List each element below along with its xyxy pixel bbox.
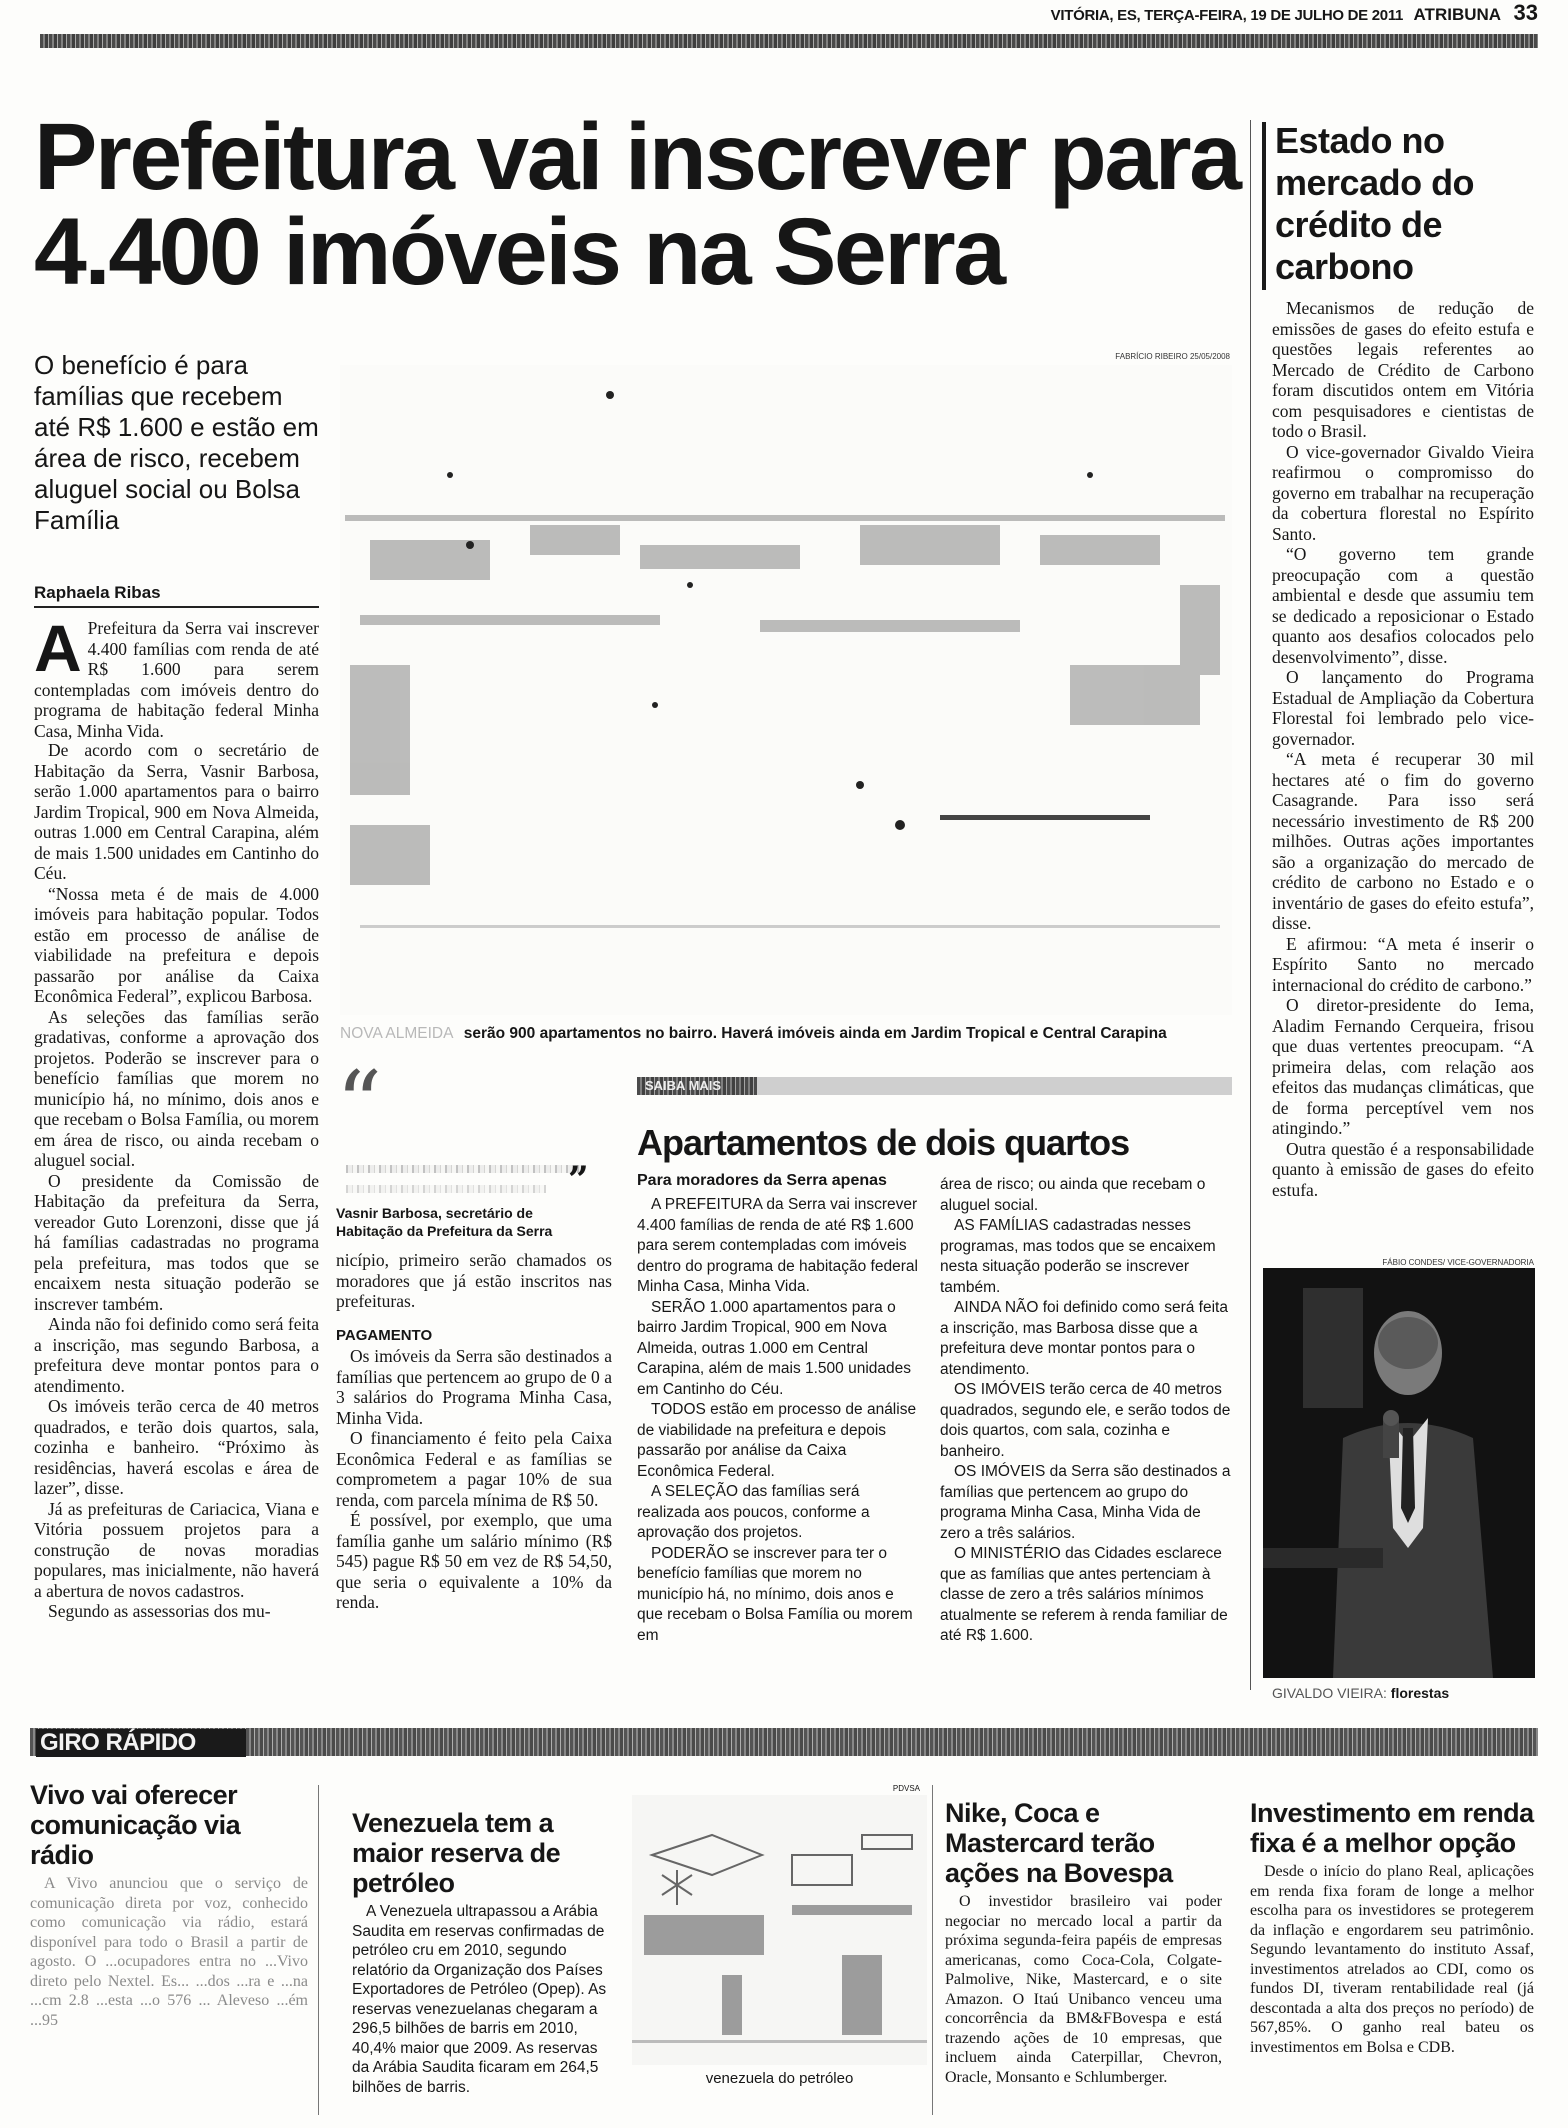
dateline: VITÓRIA, ES, TERÇA-FEIRA, 19 DE JULHO DE 2011 <box>1050 7 1404 24</box>
paragraph: É possível, por exemplo, que uma família ganhe um salário mínimo (R$ 545) pague R$ 50 em vez de R$ 54,50, que seria o equivalente a 10% da renda. <box>336 1510 612 1612</box>
photo-caption <box>340 1025 1240 1043</box>
page-number: 33 <box>1513 0 1538 25</box>
quote-open-icon: “ <box>336 1052 383 1157</box>
sidebar-column-1 <box>637 1195 919 1646</box>
giro-rapido-title: GIRO RÁPIDO <box>36 1729 246 1757</box>
quote-text-faded-2 <box>346 1185 546 1193</box>
paragraph: O financiamento é feito pela Caixa Econômica Federal e as famílias se comprometem a pagar 10% de sua renda, com parcela mínima de R$ 50. <box>336 1428 612 1510</box>
brief-text: O investidor brasileiro vai poder negociar no mercado local a partir da próxima segunda-feira papéis de empresas americanas, como Coca-Cola, Colgate-Palmolive, Nike, Mastercard, e o site Amazon. O Itaú Unibanco venceu uma concorrência da BM&FBovespa e está trazendo ações de 10 empresas, que incluem ainda Caterpillar, Chevron, Oracle, Monsanto e Schlumberger. <box>945 1893 1222 2086</box>
subhead: O benefício é para famílias que recebem até R$ 1.600 e estão em área de risco, recebem aluguel social ou Bolsa Família <box>34 350 319 535</box>
brief-title: Nike, Coca e Mastercard terão ações na Bovespa <box>945 1798 1173 1888</box>
subsection-title: PAGAMENTO <box>336 1326 433 1344</box>
paragraph: OS IMÓVEIS terão cerca de 40 metros quadrados, segundo ele, e serão todos de dois quartos, com sala, cozinha e banheiro. <box>940 1381 1231 1460</box>
caption-name: GIVALDO VIEIRA: <box>1272 1685 1387 1701</box>
right-headline: Estado no mercado do crédito de carbono <box>1275 120 1475 287</box>
givaldo-photo <box>1263 1268 1535 1678</box>
paragraph: TODOS estão em processo de análise de viabilidade na prefeitura e depois passarão por análise da Caixa Econômica Federal. <box>637 1401 917 1480</box>
brief-divider-1 <box>318 1785 319 2115</box>
paragraph: O lançamento do Programa Estadual de Ampliação da Cobertura Florestal foi lembrado pelo vice-governador. <box>1272 667 1534 749</box>
paragraph: Ainda não foi definido como será feita a inscrição, mas segundo Barbosa, a prefeitura deve montar pontos para o atendimento. <box>34 1314 319 1396</box>
header-rule <box>40 34 1538 48</box>
photo-credit: FABRÍCIO RIBEIRO 25/05/2008 <box>1115 352 1230 361</box>
right-column-rule <box>1262 122 1266 290</box>
oil-station-image <box>632 1795 927 2065</box>
paragraph: O MINISTÉRIO das Cidades esclarece que as famílias que antes pertenciam à classe de zero a três salários mínimos atualmente se referem à renda familiar de até R$ 1.600. <box>940 1545 1228 1644</box>
brand: ATRIBUNA <box>1413 5 1502 24</box>
paragraph: As seleções das famílias serão gradativas, conforme a aprovação dos projetos. Poderão se inscrever para o benefício famílias que morem no município há, no mínimo, dois anos e que recebam o Bolsa Família, ou morem em área de risco, ou ainda recebam o aluguel social. <box>34 1006 319 1170</box>
pdvsa-photo <box>632 1795 927 2065</box>
paragraph: Os imóveis da Serra são destinados a famílias que pertencem ao grupo de 0 a 3 salários do Programa Minha Casa, Minha Vida. <box>336 1346 612 1428</box>
pull-quote <box>336 1052 626 1240</box>
brief-title: Investimento em renda fixa é a melhor opção <box>1250 1798 1534 1858</box>
byline-rule <box>34 606 319 608</box>
brief-divider-2 <box>932 1785 933 2115</box>
quote-attribution: Vasnir Barbosa, secretário de Habitação da Prefeitura da Serra <box>336 1205 553 1239</box>
paragraph: nicípio, primeiro serão chamados os moradores que já estão inscritos nas prefeituras. <box>336 1250 612 1311</box>
right-column-text <box>1272 298 1534 1200</box>
right-photo-credit: FÁBIO CONDES/ VICE-GOVERNADORIA <box>1382 1258 1534 1267</box>
photo-caption-prefix: NOVA ALMEIDA <box>340 1025 454 1042</box>
brief-title: Vivo vai oferecer comunicação via rádio <box>30 1780 241 1870</box>
paragraph: Prefeitura da Serra vai inscrever 4.400 famílias com renda de até R$ 1.600 para serem contempladas com imóveis dentro do programa de habitação federal Minha Casa, Minha Vida. <box>34 618 319 741</box>
byline: Raphaela Ribas <box>34 583 161 602</box>
main-photo <box>340 365 1232 1015</box>
pdvsa-photo-tag: PDVSA <box>892 1784 920 1793</box>
sidebar-subtitle: Para moradores da Serra apenas <box>637 1172 887 1189</box>
quote-close-icon: ” <box>568 1159 589 1201</box>
brief-text: A Venezuela ultrapassou a Arábia Saudita em reservas confirmadas de petróleo cru em 2010, segundo relatório da Organização dos Países Exportadores de Petróleo (Opep). As reservas venezuelanas chegaram a 296,5 bilhões de barris em 2010, 40,4% maior que 2009. As reservas da Arábia Saudita ficaram em 264,5 bilhões de barris. <box>352 1903 607 2096</box>
paragraph: SERÃO 1.000 apartamentos para o bairro Jardim Tropical, 900 em Nova Almeida, outras 1.000 em Central Carapina, além de mais 1.500 unidades em Cantinho do Céu. <box>637 1298 912 1398</box>
paragraph: Mecanismos de redução de emissões de gases do efeito estufa e questões legais referentes ao Mercado de Crédito de Carbono foram discutidos ontem em Vitória com pesquisadores e cientistas de todo o Brasil. <box>1272 298 1534 441</box>
brief-text: A Vivo anunciou que o serviço de comunicação direta por voz, conhecido como comunicação via rádio, estará disponível para todo o Brasil a partir de agosto. O ...ocupadores entra no ...Vivo direto pelo Nextel. Es... ...dos ...ra e ...na ...cm 2.8 ...esta ...o 576 ... Aleveso ...ém ...95 <box>30 1875 308 2029</box>
paragraph: A SELEÇÃO das famílias será realizada aos poucos, conforme a aprovação dos projetos. <box>637 1483 870 1541</box>
paragraph: AS FAMÍLIAS cadastradas nesses programas, mas todos que se encaixem nesta situação poderão se inscrever também. <box>940 1217 1216 1296</box>
main-column-1 <box>34 611 319 741</box>
paragraph: A PREFEITURA da Serra vai inscrever 4.400 famílias de renda de até R$ 1.600 para serem contempladas com imóveis dentro do programa de habitação federal Minha Casa, Minha Vida. <box>637 1196 918 1295</box>
portrait-image <box>1263 1268 1535 1678</box>
news-brief-vivo <box>30 1780 308 2030</box>
headline-line-2: 4.400 imóveis na Serra <box>34 199 1004 305</box>
sidebar-box-tag-bar <box>637 1077 1232 1095</box>
dropcap: A <box>34 611 82 685</box>
news-brief-venezuela <box>352 1808 614 2097</box>
sidebar-tag: SAIBA MAIS <box>645 1078 722 1093</box>
paragraph: área de risco; ou ainda que recebam o aluguel social. <box>940 1176 1206 1214</box>
sidebar-title: Apartamentos de dois quartos <box>637 1122 1130 1163</box>
paragraph: E afirmou: “A meta é inserir o Espírito Santo no mercado internacional do crédito de carbono.” <box>1272 933 1534 995</box>
photo-caption-text: serão 900 apartamentos no bairro. Haverá imóveis ainda em Jardim Tropical e Central Carapina <box>463 1025 1167 1042</box>
paragraph: De acordo com o secretário de Habitação da Serra, Vasnir Barbosa, serão 1.000 apartamentos para o bairro Jardim Tropical, 900 em Nova Almeida, outras 1.000 em Central Carapina, além de mais 1.500 unidades em Cantinho do Céu. <box>34 740 319 883</box>
paragraph: Outra questão é a responsabilidade quanto à emissão de gases do efeito estufa. <box>1272 1138 1534 1200</box>
brief-title: Venezuela tem a maior reserva de petróleo <box>352 1808 561 1898</box>
headline-line-1: Prefeitura vai inscrever para <box>34 104 1240 210</box>
paragraph: “A meta é recuperar 30 mil hectares até o fim do governo Casagrande. Para isso será necessário investimento de R$ 200 milhões. Outras ações importantes são a organização do mercado de crédito de carbono no Estado e o inventário de gases do efeito estufa”, disse. <box>1272 749 1534 933</box>
main-headline <box>34 104 1244 305</box>
paragraph: Segundo as assessorias dos mu- <box>48 1601 271 1621</box>
giro-rapido-banner <box>30 1728 1538 1756</box>
paragraph: Os imóveis terão cerca de 40 metros quadrados, e terão dois quartos, sala, cozinha e banheiro. “Próximo às residências, haverá escolas e área de lazer”, disse. <box>34 1396 319 1498</box>
right-photo-caption <box>1272 1685 1534 1701</box>
paragraph: Já as prefeituras de Cariacica, Viana e Vitória possuem projetos para a construção de novas moradias populares, mas inicialmente, não haverá a abertura de novos cadastros. <box>34 1498 319 1601</box>
main-column-2 <box>336 1250 612 1613</box>
news-brief-renda-fixa <box>1250 1798 1534 2057</box>
news-brief-bovespa <box>945 1798 1222 2087</box>
quote-text-faded <box>346 1165 586 1173</box>
paragraph: O diretor-presidente do Iema, Aladim Fernando Cerqueira, frisou que duas vertentes preocupam. “A primeira delas, com relação aos efeitos das mudanças climáticas, que de forma perceptível vem nos atingindo.” <box>1272 995 1534 1138</box>
pdvsa-caption: venezuela do petróleo <box>705 2070 854 2087</box>
paragraph: O presidente da Comissão de Habitação da prefeitura da Serra, vereador Guto Lorenzoni, disse que já há famílias cadastradas no programa pela prefeitura, mas todos que se encaixem nesta situação poderão se inscrever também. <box>34 1170 319 1314</box>
paragraph: OS IMÓVEIS da Serra são destinados a famílias que pertencem ao grupo do programa Minha Casa, Minha Vida de zero a três salários. <box>940 1463 1231 1542</box>
main-column-1-cont <box>34 740 319 1622</box>
paragraph: PODERÃO se inscrever para ter o benefício famílias que morem no município há, no mínimo, dois anos e que recebam o Bolsa Família ou morem em <box>637 1544 913 1644</box>
paragraph: O vice-governador Givaldo Vieira reafirmou o compromisso do governo em trabalhar na recuperação da cobertura florestal no Espírito Santo. <box>1272 441 1534 544</box>
column-divider <box>1250 120 1251 1690</box>
paragraph: AINDA NÃO foi definido como será feita a inscrição, mas Barbosa disse que a prefeitura deve montar pontos para o atendimento. <box>940 1299 1228 1378</box>
brief-text: Desde o início do plano Real, aplicações em renda fixa foram de longe a melhor escolha para os investidores se protegerem da inflação e engordarem seu patrimônio. Segundo levantamento do instituto Assaf, investimentos atrelados ao CDI, como os fundos DI, tiveram rentabilidade real (já descontada a alta dos preços no período) de 567,85%. O ganho real bateu os investimentos em Bolsa e CDB. <box>1250 1863 1534 2056</box>
sidebar-column-2 <box>940 1175 1232 1647</box>
paragraph: “Nossa meta é de mais de 4.000 imóveis para habitação popular. Todos estão em processo de análise de viabilidade na prefeitura e depois passarão por análise da Caixa Econômica Federal”, explicou Barbosa. <box>34 883 319 1006</box>
paragraph: “O governo tem grande preocupação com a questão ambiental e desde que assumiu tem se dedicado a reposicionar o Estado quanto aos desafios colocados pelo desenvolvimento”, disse. <box>1272 544 1534 667</box>
caption-text: florestas <box>1390 1685 1450 1701</box>
page-header <box>1010 0 1538 26</box>
housing-area-photo <box>340 365 1232 1015</box>
